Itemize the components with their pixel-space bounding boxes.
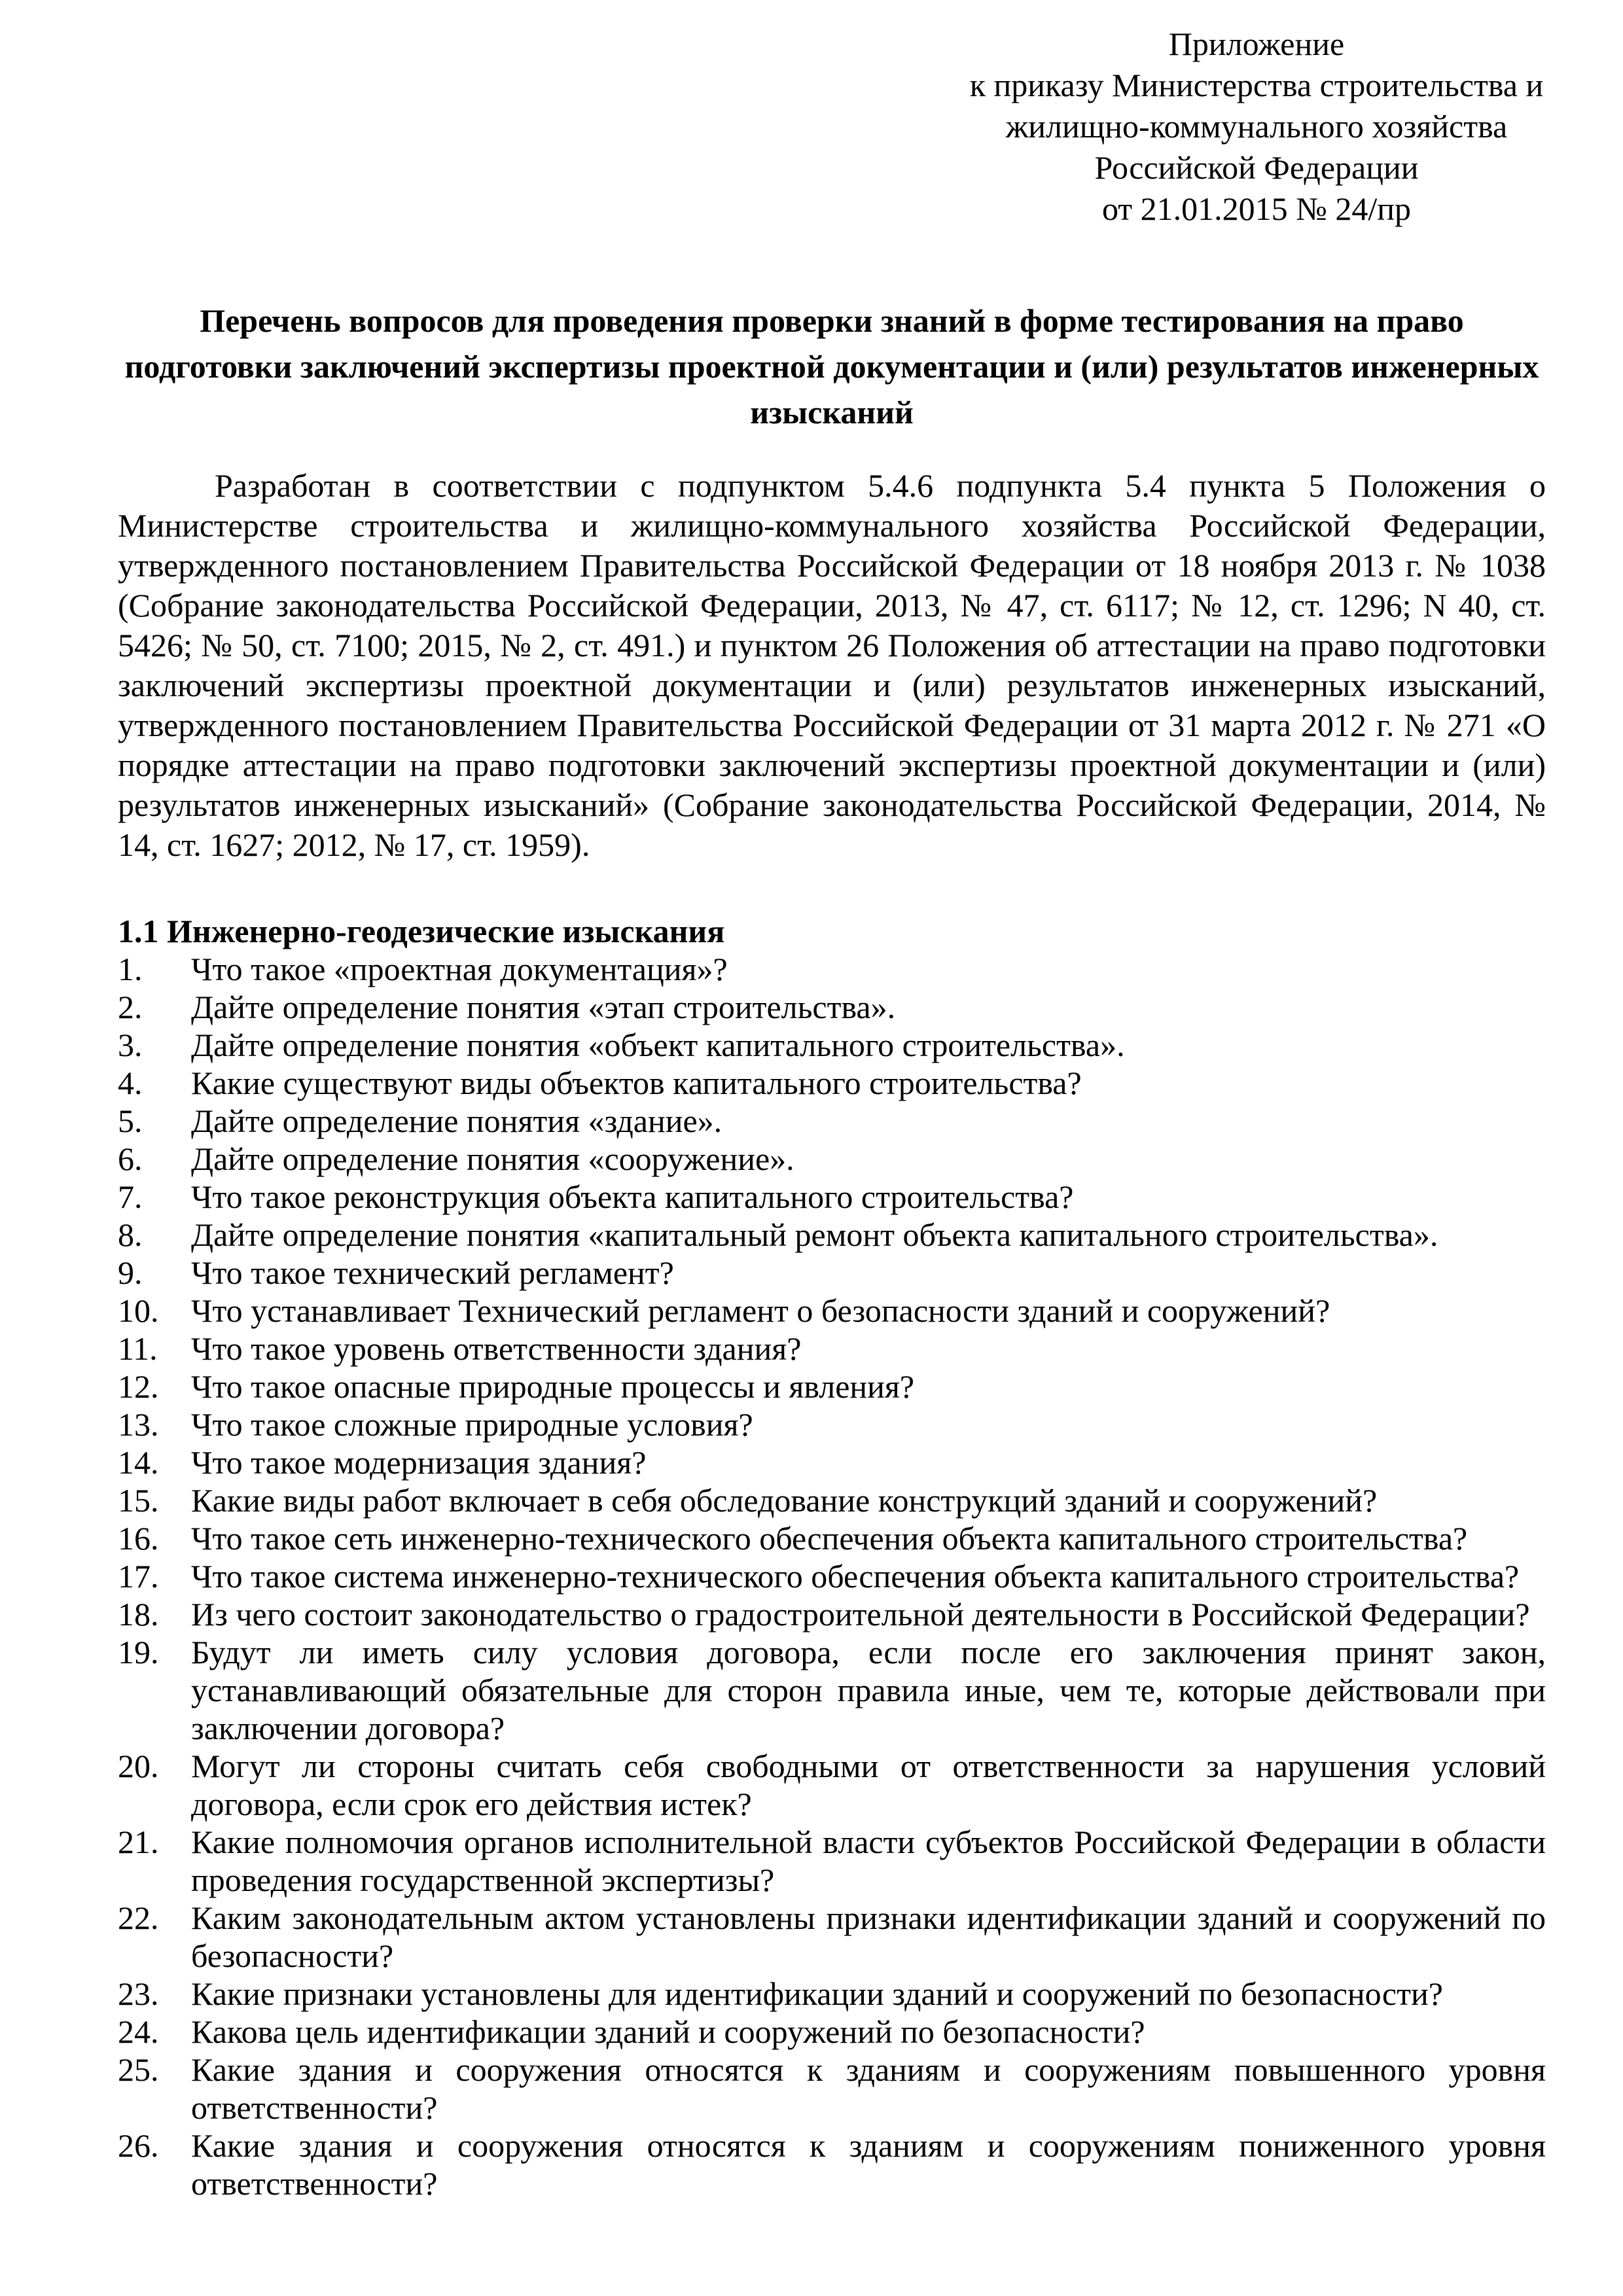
question-text: Какие здания и сооружения относятся к зданиям и сооружениям повышенного уровня ответственности? [191,2051,1546,2126]
question-text: Дайте определение понятия «капитальный ремонт объекта капитального строительства». [191,1216,1438,1253]
question-number: 25. [118,2051,159,2088]
question-number: 8. [118,1216,143,1253]
header-line: от 21.01.2015 № 24/пр [1101,190,1412,227]
question-item [118,1899,1546,1975]
document-title: Перечень вопросов для проведения проверки знаний в форме тестирования на право подготовки заключений экспертизы проектной документации и (или) результатов инженерных изысканий [124,302,1539,431]
question-item [118,2051,1546,2127]
question-item [118,1064,1546,1102]
question-number: 4. [118,1065,143,1101]
question-number: 11. [118,1330,158,1367]
question-text: Какие существуют виды объектов капитального строительства? [191,1065,1082,1101]
question-text: Что такое опасные природные процессы и явления? [191,1368,915,1405]
question-number: 26. [118,2127,159,2164]
question-number: 15. [118,1482,159,1519]
question-text: Какие полномочия органов исполнительной власти субъектов Российской Федерации в области проведения государственной экспертизы? [191,1824,1546,1898]
question-item [118,1026,1546,1064]
question-text: Что такое система инженерно-технического обеспечения объекта капитального строительства? [191,1558,1520,1595]
question-number: 6. [118,1140,143,1177]
question-item [118,1443,1546,1481]
question-number: 22. [118,1899,159,1936]
question-item [118,988,1546,1026]
question-text: Из чего состоит законодательство о градостроительной деятельности в Российской Федерации? [191,1596,1530,1633]
section-1-1 [118,912,1546,2202]
section-title: 1.1 Инженерно-геодезические изыскания [118,913,725,949]
question-text: Что устанавливает Технический регламент о безопасности зданий и сооружений? [191,1292,1330,1329]
question-item [118,1823,1546,1899]
question-number: 5. [118,1103,143,1139]
question-number: 9. [118,1254,143,1291]
question-item [118,1216,1546,1254]
question-text: Что такое сеть инженерно-технического обеспечения объекта капитального строительства? [191,1520,1468,1557]
header-line: к приказу Министерства строительства и [969,67,1544,103]
question-text: Что такое модернизация здания? [191,1444,647,1481]
question-number: 13. [118,1406,159,1443]
question-number: 18. [118,1596,159,1633]
question-text: Какие признаки установлены для идентификации зданий и сооружений по безопасности? [191,1975,1443,2012]
question-text: Что такое уровень ответственности здания? [191,1330,802,1367]
question-number: 10. [118,1292,159,1329]
question-number: 20. [118,1748,159,1784]
question-item [118,1140,1546,1178]
question-text: Могут ли стороны считать себя свободными от ответственности за нарушения условий договора, если срок его действия истек? [191,1748,1546,1822]
question-number: 21. [118,1824,159,1860]
question-item [118,1481,1546,1519]
question-item [118,1519,1546,1557]
question-number: 19. [118,1634,159,1670]
question-text: Что такое сложные природные условия? [191,1406,753,1443]
appendix-header [929,24,1584,230]
question-number: 16. [118,1520,159,1557]
header-line: Приложение [1168,26,1345,62]
question-item [118,1405,1546,1443]
question-item [118,1557,1546,1595]
question-item [118,1368,1546,1405]
question-list [118,950,1546,2202]
question-item [118,1747,1546,1823]
question-text: Какова цель идентификации зданий и сооружений по безопасности? [191,2013,1145,2050]
question-item [118,2127,1546,2202]
question-item [118,950,1546,988]
question-number: 1. [118,951,143,987]
question-item [118,1633,1546,1747]
question-item [118,1330,1546,1368]
question-text: Будут ли иметь силу условия договора, если после его заключения принят закон, устанавливающий обязательные для сторон правила иные, чем те, которые действовали при заключении договора? [191,1634,1546,1746]
question-number: 23. [118,1975,159,2012]
header-line: Российской Федерации [1094,149,1419,186]
question-text: Дайте определение понятия «объект капитального строительства». [191,1027,1125,1063]
question-item [118,1975,1546,2013]
question-number: 3. [118,1027,143,1063]
question-item [118,1595,1546,1633]
question-text: Каким законодательным актом установлены признаки идентификации зданий и сооружений по безопасности? [191,1899,1546,1974]
question-number: 7. [118,1178,143,1215]
question-number: 24. [118,2013,159,2050]
question-number: 2. [118,989,143,1025]
question-item [118,2013,1546,2051]
intro-paragraph: Разработан в соответствии с подпунктом 5.4.6 подпункта 5.4 пункта 5 Положения о Министерстве строительства и жилищно-коммунального хозяйства Российской Федерации, утвержденного постановлением Правительства Российской Федерации от 18 ноября 2013 г. № 1038 (Собрание законодательства Российской Федерации, 2013, № 47, ст. 6117; № 12, ст. 1296; N 40, ст. 5426; № 50, ст. 7100; 2015, № 2, ст. 491.) и пунктом 26 Положения об аттестации на право подготовки заключений экспертизы проектной документации и (или) результатов инженерных изысканий, утвержденного постановлением Правительства Российской Федерации от 31 марта 2012 г. № 271 «О порядке аттестации на право подготовки заключений экспертизы проектной документации и (или) результатов инженерных изысканий» (Собрание законодательства Российской Федерации, 2014, № 14, ст. 1627; 2012, № 17, ст. 1959). [118,467,1546,863]
question-text: Дайте определение понятия «этап строительства». [191,989,896,1025]
question-item [118,1254,1546,1292]
question-number: 17. [118,1558,159,1595]
question-text: Какие виды работ включает в себя обследование конструкций зданий и сооружений? [191,1482,1378,1519]
question-number: 14. [118,1444,159,1481]
question-item [118,1178,1546,1216]
header-line: жилищно-коммунального хозяйства [1005,108,1508,145]
question-text: Что такое реконструкция объекта капитального строительства? [191,1178,1074,1215]
question-item [118,1292,1546,1330]
question-text: Что такое «проектная документация»? [191,951,728,987]
question-item [118,1102,1546,1140]
question-text: Что такое технический регламент? [191,1254,674,1291]
question-text: Какие здания и сооружения относятся к зданиям и сооружениям пониженного уровня ответственности? [191,2127,1546,2202]
question-text: Дайте определение понятия «сооружение». [191,1140,794,1177]
question-number: 12. [118,1368,159,1405]
question-text: Дайте определение понятия «здание». [191,1103,722,1139]
